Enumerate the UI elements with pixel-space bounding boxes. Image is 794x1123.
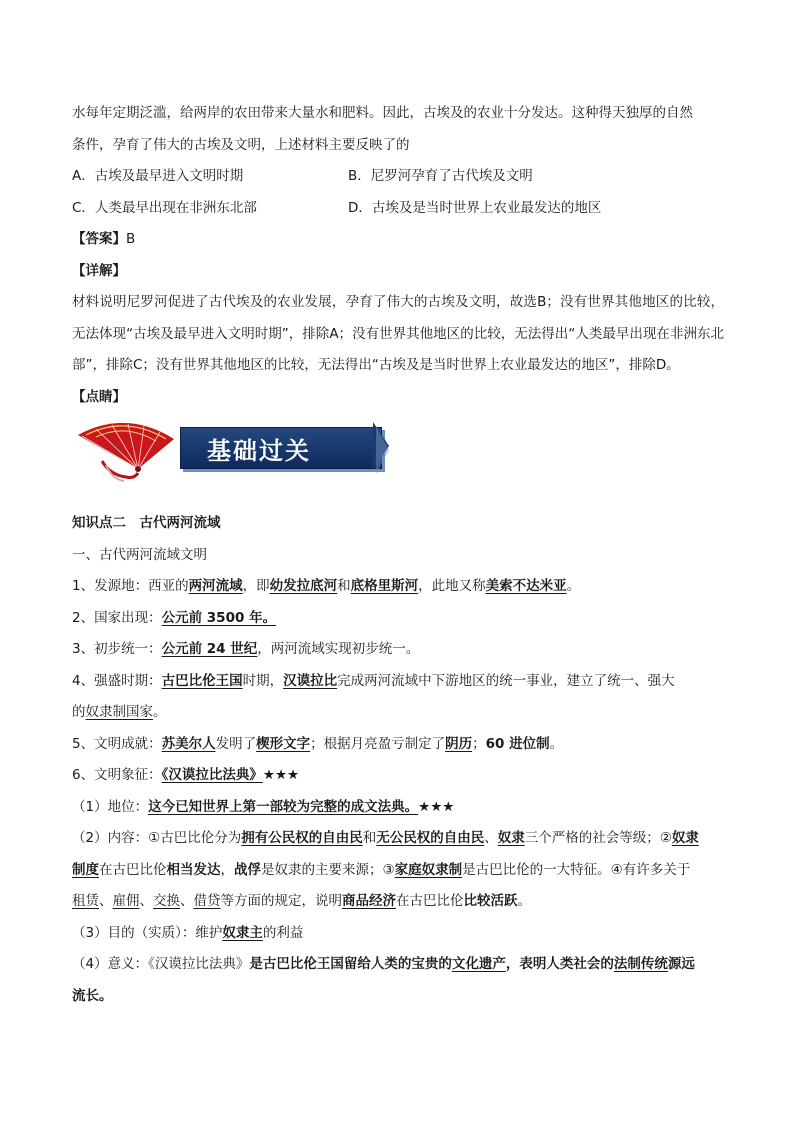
sub-item-2-key-3: 奴隶 (497, 830, 525, 846)
dianjing-heading (72, 382, 724, 414)
sub-item-3-end: 的利益 (262, 924, 304, 941)
item-4-line2-end: 。 (153, 704, 167, 720)
sub-item-2-key-8: 家庭奴隶制 (394, 861, 463, 878)
item-1-text-3: ，此地又称 (418, 578, 486, 594)
item-4-key-3: 奴隶制国家 (85, 704, 153, 720)
sub-item-2-end: 。 (517, 893, 531, 909)
item-6-prefix: 6、文明象征： (72, 767, 162, 783)
item-6-key: 《汉谟拉比法典》 (161, 767, 263, 783)
item-3 (72, 634, 724, 666)
item-2 (72, 603, 724, 635)
item-1-prefix: 1、发源地：西亚的 (72, 578, 189, 594)
sub-item-4-text-3: 源远 (667, 956, 695, 972)
sub-item-2-line-3 (72, 886, 724, 918)
options-row-2 (72, 193, 724, 225)
answer-line (72, 224, 724, 256)
item-5-text-3: ； (472, 735, 486, 752)
item-5-end: 。 (549, 735, 564, 752)
options-row-1 (72, 161, 724, 193)
option-a: A．古埃及最早进入文明时期 (72, 168, 244, 184)
section-subtitle: 一、古代两河流域文明 (72, 546, 207, 563)
sub-item-2-text-3: 三个严格的社会等级；② (524, 830, 672, 846)
sub-item-4-key-1: 文化遗产 (451, 956, 506, 972)
dianjing-label: 【点睛】 (72, 388, 126, 405)
item-5-key-4: 60 进位制 (485, 735, 550, 752)
item-5-text-2: ；根据月亮盈亏制定了 (310, 735, 446, 752)
sub-item-2-text-2: 、 (484, 830, 498, 846)
item-4-text-1: 时期， (242, 672, 284, 689)
item-2-prefix: 2、国家出现： (72, 609, 162, 626)
detail-heading (72, 256, 724, 288)
sub-item-2-key-9: 商品经济 (342, 893, 396, 909)
sub-item-2-key-2: 无公民权的自由民 (376, 830, 485, 846)
item-4-key-1: 古巴比伦王国 (161, 672, 243, 689)
detail-label: 【详解】 (72, 262, 126, 279)
item-4-key-2: 汉谟拉比 (283, 672, 338, 689)
sub-item-2-term-3: 交换 (153, 893, 180, 909)
item-6 (72, 760, 724, 792)
sub-item-2-text-8: 等方面的规定，说明 (220, 893, 342, 909)
sub-item-2-text-9: 在古巴比伦 (396, 893, 464, 909)
item-1 (72, 571, 724, 603)
sub-item-4-line-2: 流长。 (72, 987, 113, 1004)
sub-item-2-key-6: 相当发达 (166, 861, 221, 878)
item-5-key-3: 阴历 (445, 735, 473, 752)
sub-item-2-line-1 (72, 823, 724, 855)
item-4-prefix: 4、强盛时期： (72, 672, 162, 689)
document-page (72, 98, 724, 1012)
item-1-key-3: 底格里斯河 (350, 578, 419, 594)
item-4-line-2 (72, 697, 724, 729)
section-title: 知识点二 古代两河流域 (72, 515, 221, 531)
sub-item-3-key: 奴隶主 (222, 924, 263, 941)
question-text-line-2: 条件，孕育了伟大的古埃及文明，上述材料主要反映了的 (72, 136, 410, 153)
detail-paragraph: 材料说明尼罗河促进了古代埃及的农业发展，孕育了伟大的古埃及文明，故选B；没有世界其他地区的比较，无法体现“古埃及最早进入文明时期”，排除A；没有世界其他地区的比较，无法得出“人类最早出现在非洲东北部”，排除C；没有世界其他地区的比较，无法得出“古埃及是当时世界上农业最发达的地区”，排除D。 (72, 294, 724, 373)
fan-icon (72, 417, 180, 489)
item-5-key-1: 苏美尔人 (161, 735, 216, 752)
item-1-text-2: 和 (337, 578, 351, 594)
sub-item-4-text-2: ，表明人类社会的 (505, 956, 614, 972)
sub-item-2-text-5: ， (220, 861, 234, 878)
sub-item-4-prefix: （4）意义：《汉谟拉比法典》 (72, 956, 250, 972)
item-3-prefix: 3、初步统一： (72, 641, 162, 657)
item-4-line2-prefix: 的 (72, 704, 86, 720)
banner-arrow-icon (373, 422, 389, 474)
sub-item-4-text-1: 是古巴比伦王国留给人类的宝贵的 (249, 956, 452, 972)
item-1-key-2: 幼发拉底河 (269, 578, 338, 594)
option-b: B．尼罗河孕育了古代埃及文明 (348, 168, 533, 184)
option-c: C．人类最早出现在非洲东北部 (72, 199, 257, 216)
item-1-end: 。 (566, 578, 581, 594)
sub-item-2-key-4: 奴隶 (671, 830, 699, 846)
item-3-key: 公元前 24 世纪 (161, 641, 258, 657)
sub-item-3-prefix: （3）目的（实质）：维护 (72, 924, 223, 941)
option-d: D．古埃及是当时世界上农业最发达的地区 (348, 199, 602, 216)
sub-item-4-line-1 (72, 949, 724, 981)
sub-item-2-term-4: 借贷 (193, 893, 221, 909)
section-banner (72, 413, 724, 508)
sub-item-1-key: 这今已知世界上第一部较为完整的成文法典。 (148, 798, 419, 815)
item-4-line-1 (72, 666, 724, 698)
item-3-end: ，两河流域实现初步统一。 (257, 641, 420, 657)
item-1-key-1: 两河流域 (188, 578, 243, 594)
sub-item-2-text-1: 和 (362, 830, 377, 846)
sub-item-1-stars: ★★★ (418, 798, 455, 815)
sub-item-2-key-7: 战俘 (234, 861, 261, 878)
sub-item-2-key-10: 比较活跃 (463, 893, 518, 909)
sub-item-1-prefix: （1）地位： (72, 798, 149, 815)
sub-item-2-key-5: 制度 (72, 861, 99, 878)
banner-title: 基础过关 (207, 436, 311, 465)
sub-item-2-text-4: 在古巴比伦 (99, 861, 167, 878)
item-1-text-1: ，即 (242, 578, 270, 594)
sub-item-2-text-6: 是奴隶的主要来源；③ (261, 861, 395, 878)
sub-item-2-term-1: 租赁 (72, 893, 99, 909)
item-4-end: 完成两河流域中下游地区的统一事业，建立了统一、强大 (337, 672, 675, 689)
sub-item-4-key-2: 法制传统 (613, 956, 668, 972)
sub-item-1 (72, 792, 724, 824)
banner-box (180, 427, 382, 469)
sub-item-2-sep-3: 、 (180, 893, 194, 909)
item-2-key: 公元前 3500 年。 (161, 609, 277, 626)
answer-value: B (126, 231, 136, 247)
sub-item-3 (72, 918, 724, 950)
answer-label: 【答案】 (72, 231, 126, 247)
item-5-key-2: 楔形文字 (256, 735, 311, 752)
sub-item-2-sep-2: 、 (139, 893, 153, 909)
question-text-line-1: 水每年定期泛滥，给两岸的农田带来大量水和肥料。因此，古埃及的农业十分发达。这种得天独厚的自然 (72, 105, 693, 121)
item-5-prefix: 5、文明成就： (72, 735, 162, 752)
sub-item-2-key-1: 拥有公民权的自由民 (241, 830, 363, 846)
sub-item-2-term-2: 雇佣 (112, 893, 140, 909)
sub-item-2-sep-1: 、 (99, 893, 113, 909)
sub-item-2-text-7: 是古巴比伦的一大特征。④有许多关于 (462, 861, 691, 878)
sub-item-2-prefix: （2）内容：①古巴比伦分为 (72, 830, 242, 846)
item-5 (72, 729, 724, 761)
sub-item-2-line-2 (72, 855, 724, 887)
item-6-stars: ★★★ (262, 767, 300, 783)
item-5-text-1: 发明了 (215, 735, 257, 752)
item-1-key-4: 美索不达米亚 (485, 578, 567, 594)
